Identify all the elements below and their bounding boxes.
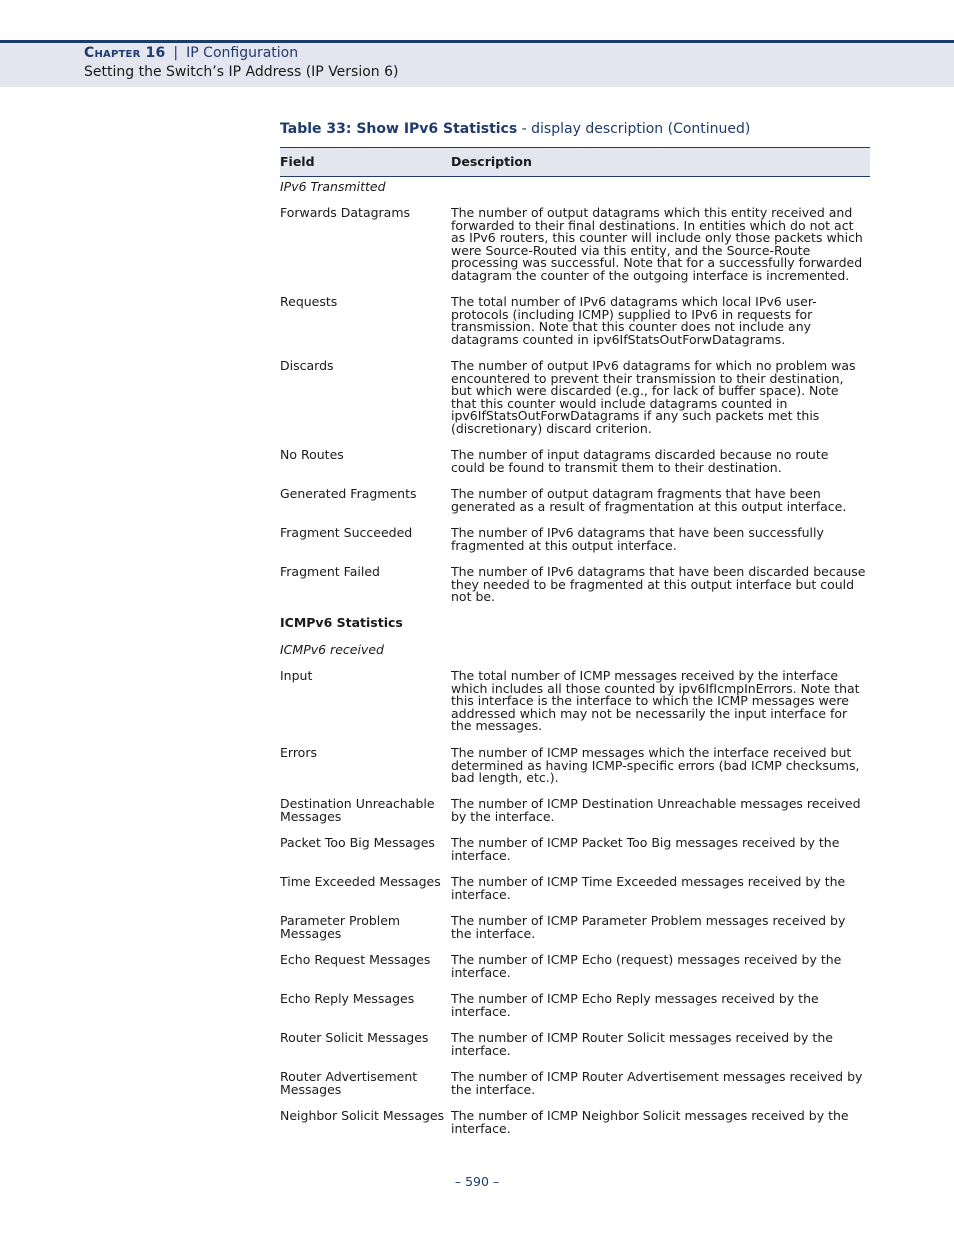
field-name: Echo Reply Messages xyxy=(280,991,415,1006)
field-name: Requests xyxy=(280,294,338,309)
field-name: Errors xyxy=(280,745,317,760)
field-description: The number of ICMP Router Advertisement messages received by the interface. xyxy=(451,1069,863,1097)
column-header-field: Field xyxy=(280,154,315,169)
field-name: Packet Too Big Messages xyxy=(280,835,435,850)
field-name: Forwards Datagrams xyxy=(280,205,411,220)
field-name: Discards xyxy=(280,358,334,373)
field-name: Fragment Failed xyxy=(280,564,380,579)
field-description: The number of output datagram fragments that have been generated as a result of fragmentation at this output interface. xyxy=(451,486,847,514)
field-description: The number of ICMP Packet Too Big messages received by the interface. xyxy=(451,835,840,863)
field-description: The number of IPv6 datagrams that have been successfully fragmented at this output interface. xyxy=(451,525,824,553)
field-description: The number of ICMP Echo (request) messages received by the interface. xyxy=(451,952,842,980)
field-name: Router Solicit Messages xyxy=(280,1030,429,1045)
table-caption xyxy=(280,121,750,137)
field-name: Fragment Succeeded xyxy=(280,525,413,540)
section-title: Setting the Switch’s IP Address (IP Version 6) xyxy=(84,64,399,80)
field-name: Generated Fragments xyxy=(280,486,417,501)
field-description: The number of ICMP Router Solicit messages received by the interface. xyxy=(451,1030,833,1058)
field-name: Input xyxy=(280,668,313,683)
field-name: Router Advertisement Messages xyxy=(280,1069,418,1097)
field-description: The total number of ICMP messages received by the interface which includes all those counted by ipv6IfIcmpInErrors. Note that this interface is the interface to which the ICMP messages were addressed which may not be necessarily the input interface for the messages. xyxy=(451,668,860,734)
field-name: No Routes xyxy=(280,447,344,462)
field-name: Parameter Problem Messages xyxy=(280,913,401,941)
field-description: The number of ICMP Neighbor Solicit messages received by the interface. xyxy=(451,1108,849,1136)
table-section-label: IPv6 Transmitted xyxy=(280,179,386,194)
chapter-title: IP Configuration xyxy=(186,45,299,61)
table-header xyxy=(280,147,870,177)
field-description: The number of output datagrams which this entity received and forwarded to their final destinations. In entities which do not act as IPv6 routers, this counter will include only those packets which were Source-Routed via this entity, and the Source-Route processing was successful. Note that for a successfully forwarded datagram the counter of the outgoing interface is incremented. xyxy=(451,205,863,283)
chapter-line xyxy=(84,45,298,61)
chapter-label: Chapter 16 xyxy=(84,45,166,61)
field-description: The number of ICMP Echo Reply messages received by the interface. xyxy=(451,991,819,1019)
table-caption-number: Table 33: Show IPv6 Statistics xyxy=(280,121,518,137)
field-description: The number of ICMP Time Exceeded messages received by the interface. xyxy=(451,874,846,902)
column-header-description: Description xyxy=(451,154,532,169)
header-separator: | xyxy=(173,45,179,61)
field-description: The number of ICMP Parameter Problem messages received by the interface. xyxy=(451,913,846,941)
field-description: The number of IPv6 datagrams that have been discarded because they needed to be fragmented at this output interface but could not be. xyxy=(451,564,866,605)
field-name: Neighbor Solicit Messages xyxy=(280,1108,445,1123)
field-description: The number of ICMP Destination Unreachable messages received by the interface. xyxy=(451,796,861,824)
field-description: The number of ICMP messages which the interface received but determined as having ICMP-specific errors (bad ICMP checksums, bad length, etc.). xyxy=(451,745,860,786)
table-caption-text: - display description (Continued) xyxy=(517,121,751,137)
field-description: The number of input datagrams discarded because no route could be found to transmit them to their destination. xyxy=(451,447,829,475)
field-name: Destination Unreachable Messages xyxy=(280,796,435,824)
field-name: Echo Request Messages xyxy=(280,952,431,967)
field-description: The total number of IPv6 datagrams which local IPv6 user-protocols (including ICMP) supplied to IPv6 in requests for transmission. Note that this counter does not include any datagrams counted in ipv6IfStatsOutForwDatagrams. xyxy=(451,294,817,347)
table-section-label: ICMPv6 received xyxy=(280,642,384,657)
field-description: The number of output IPv6 datagrams for which no problem was encountered to prevent their transmission to their destination, but which were discarded (e.g., for lack of buffer space). Note that this counter would include datagrams counted in ipv6IfStatsOutForwDatagrams if any such packets met this (discretionary) discard criterion. xyxy=(451,358,856,436)
table-section-label: ICMPv6 Statistics xyxy=(280,615,403,630)
page-number: – 590 – xyxy=(454,1174,500,1189)
field-name: Time Exceeded Messages xyxy=(280,874,441,889)
